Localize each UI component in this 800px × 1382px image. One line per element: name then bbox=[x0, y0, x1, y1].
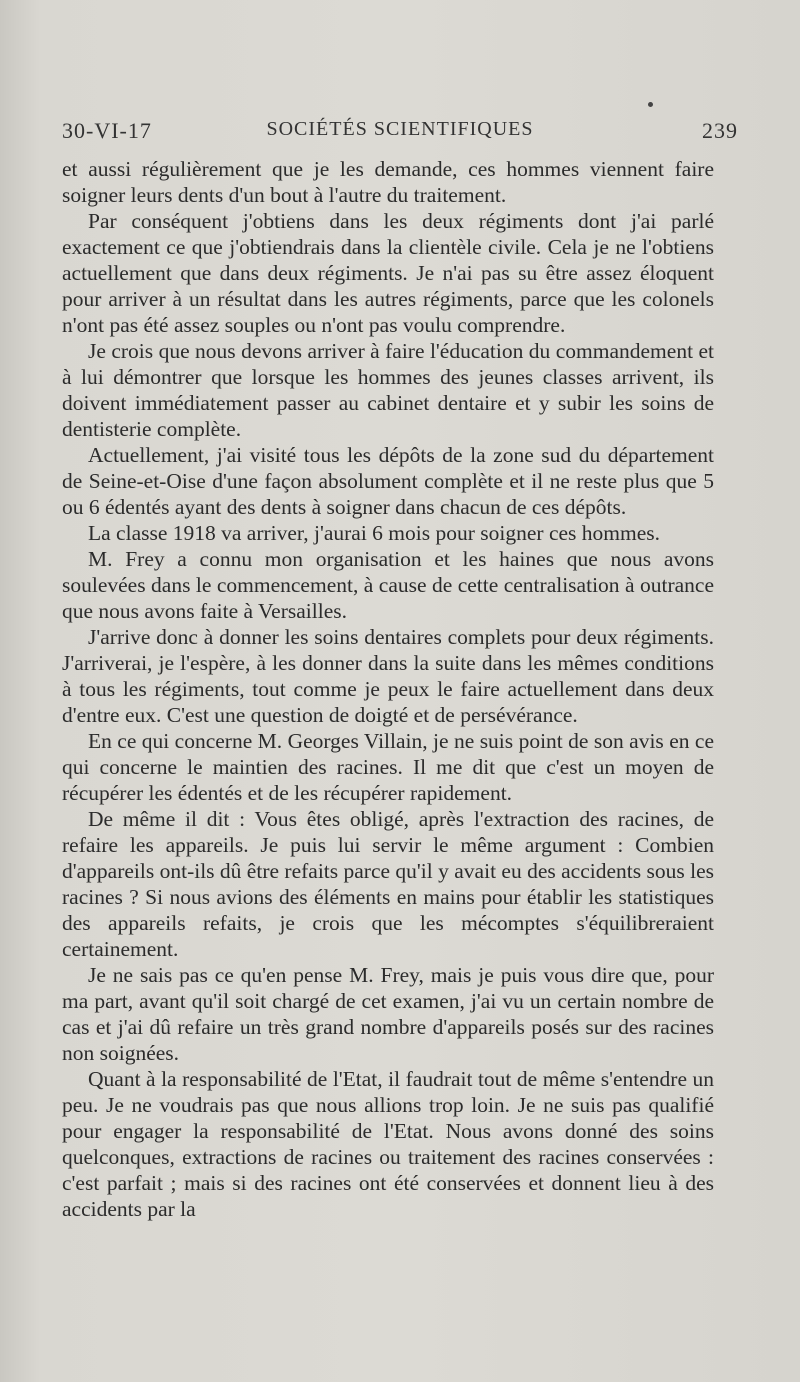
body-text bbox=[62, 156, 714, 1222]
paragraph: De même il dit : Vous êtes obligé, après l'extraction des racines, de refaire les appareils. Je puis lui servir le même argument : Combien d'appareils ont-ils dû être refaits parce qu'il y avait eu des accidents sous les racines ? Si nous avions des éléments en mains pour établir les statistiques des appareils refaits, je crois que les mécomptes s'équilibreraient certainement. bbox=[62, 807, 714, 961]
paragraph: Actuellement, j'ai visité tous les dépôts de la zone sud du département de Seine-et-Oise d'une façon absolument complète et il ne reste plus que 5 ou 6 édentés ayant des dents à soigner dans chacun de ces dépôts. bbox=[62, 443, 714, 519]
ink-speck bbox=[648, 102, 653, 107]
header-date: 30-VI-17 bbox=[62, 118, 152, 143]
paragraph: En ce qui concerne M. Georges Villain, je ne suis point de son avis en ce qui concerne le maintien des racines. Il me dit que c'est un moyen de récupérer les édentés et de les récupérer rapidement. bbox=[62, 729, 714, 805]
page-number: 239 bbox=[702, 118, 738, 143]
paragraph: J'arrive donc à donner les soins dentaires complets pour deux régiments. J'arriverai, je l'espère, à les donner dans la suite dans les mêmes conditions à tous les régiments, tout comme je peux le faire actuellement dans deux d'entre eux. C'est une question de doigté et de persévérance. bbox=[62, 625, 714, 727]
header-title: SOCIÉTÉS SCIENTIFIQUES bbox=[266, 118, 534, 140]
paragraph: Je crois que nous devons arriver à faire l'éducation du commandement et à lui démontrer que lorsque les hommes des jeunes classes arrivent, ils doivent immédiatement passer au cabinet dentaire et y subir les soins de dentisterie complète. bbox=[62, 339, 714, 441]
paragraph: Je ne sais pas ce qu'en pense M. Frey, mais je puis vous dire que, pour ma part, avant qu'il soit chargé de cet examen, j'ai vu un certain nombre de cas et j'ai dû refaire un très grand nombre d'appareils posés sur des racines non soignées. bbox=[62, 963, 714, 1065]
paragraph: La classe 1918 va arriver, j'aurai 6 mois pour soigner ces hommes. bbox=[88, 521, 660, 545]
paragraph: M. Frey a connu mon organisation et les haines que nous avons soulevées dans le commencement, à cause de cette centralisation à outrance que nous avons faite à Versailles. bbox=[62, 547, 714, 623]
paragraph: Par conséquent j'obtiens dans les deux régiments dont j'ai parlé exactement ce que j'obtiendrais dans la clientèle civile. Cela je ne l'obtiens actuellement que dans deux régiments. Je n'ai pas su être assez éloquent pour arriver à un résultat dans les autres régiments, parce que les colonels n'ont pas été assez souples ou n'ont pas voulu comprendre. bbox=[62, 209, 714, 337]
paragraph: et aussi régulièrement que je les demande, ces hommes viennent faire soigner leurs dents d'un bout à l'autre du traitement. bbox=[62, 157, 714, 207]
paragraph: Quant à la responsabilité de l'Etat, il faudrait tout de même s'entendre un peu. Je ne voudrais pas que nous allions trop loin. Je ne suis pas qualifié pour engager la responsabilité de l'Etat. Nous avons donné des soins quelconques, extractions de racines ou traitement des racines conservées : c'est parfait ; mais si des racines ont été conservées et donnent lieu à des accidents par la bbox=[62, 1067, 714, 1221]
running-header bbox=[62, 118, 738, 148]
